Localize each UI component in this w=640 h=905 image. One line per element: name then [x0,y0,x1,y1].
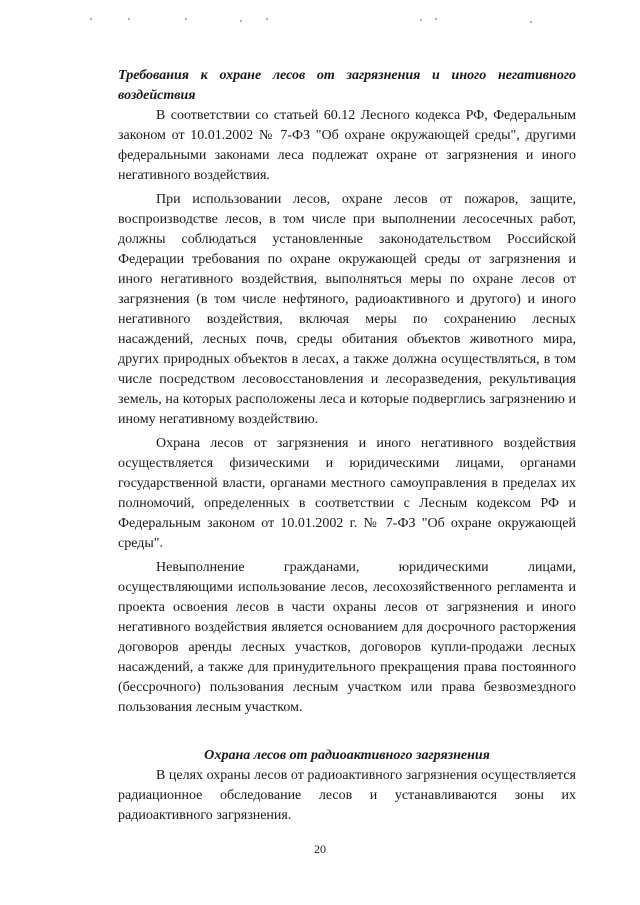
section-title-pollution-protection: Требования к охране лесов от загрязнения и иного негативного воздействия [118,68,576,103]
paragraph-5: В целях охраны лесов от радиоактивного загрязнения осуществляется радиационное обследование лесов и устанавливаются зоны их радиоактивного загрязнения. [118,768,576,823]
paragraph-1: В соответствии со статьей 60.12 Лесного кодекса РФ, Федеральным законом от 10.01.2002 № 7-ФЗ "Об охране окружающей среды", другими федеральными законами леса подлежат охране от загрязнения и иного негативного воздействия. [118,108,576,183]
paragraph-3: Охрана лесов от загрязнения и иного негативного воздействия осуществляется физическими и юридическими лицами, органами государственной власти, органами местного самоуправления в пределах их полномочий, определенных в соответствии с Лесным кодексом РФ и Федеральным законом от 10.01.2002 г. № 7-ФЗ "Об охране окружающей среды". [118,436,576,551]
document-body [118,66,576,826]
paragraph-2: При использовании лесов, охране лесов от пожаров, защите, воспроизводстве лесов, в том числе при выполнении лесосечных работ, должны соблюдаться установленные законодательством Российской Федерации требования по охране окружающей среды от загрязнения и иного негативного воздействия, выполняться меры по охране лесов от загрязнения (в том числе нефтяного, радиоактивного и другого) и иного негативного воздействия, включая меры по сохранению лесных насаждений, лесных почв, среды обитания объектов животного мира, других природных объектов в лесах, а также должна осуществляться, в том числе посредством лесовосстановления и лесоразведения, рекультивация земель, на которых расположены леса и которые подверглись загрязнению и иному негативному воздействию. [118,192,576,427]
scan-artifacts [90,18,550,24]
page-number: 20 [314,842,326,856]
paragraph-4: Невыполнение гражданами, юридическими лицами, осуществляющими использование лесов, лесохозяйственного регламента и проекта освоения лесов в части охраны лесов от загрязнения и иного негативного воздействия является основанием для досрочного расторжения договоров аренды лесных участков, договоров купли-продажи лесных насаждений, а также для принудительного прекращения права постоянного (бессрочного) пользования лесным участком или права безвозмездного пользования лесным участком. [118,560,576,715]
section-title-radioactive-protection: Охрана лесов от радиоактивного загрязнения [204,748,490,763]
